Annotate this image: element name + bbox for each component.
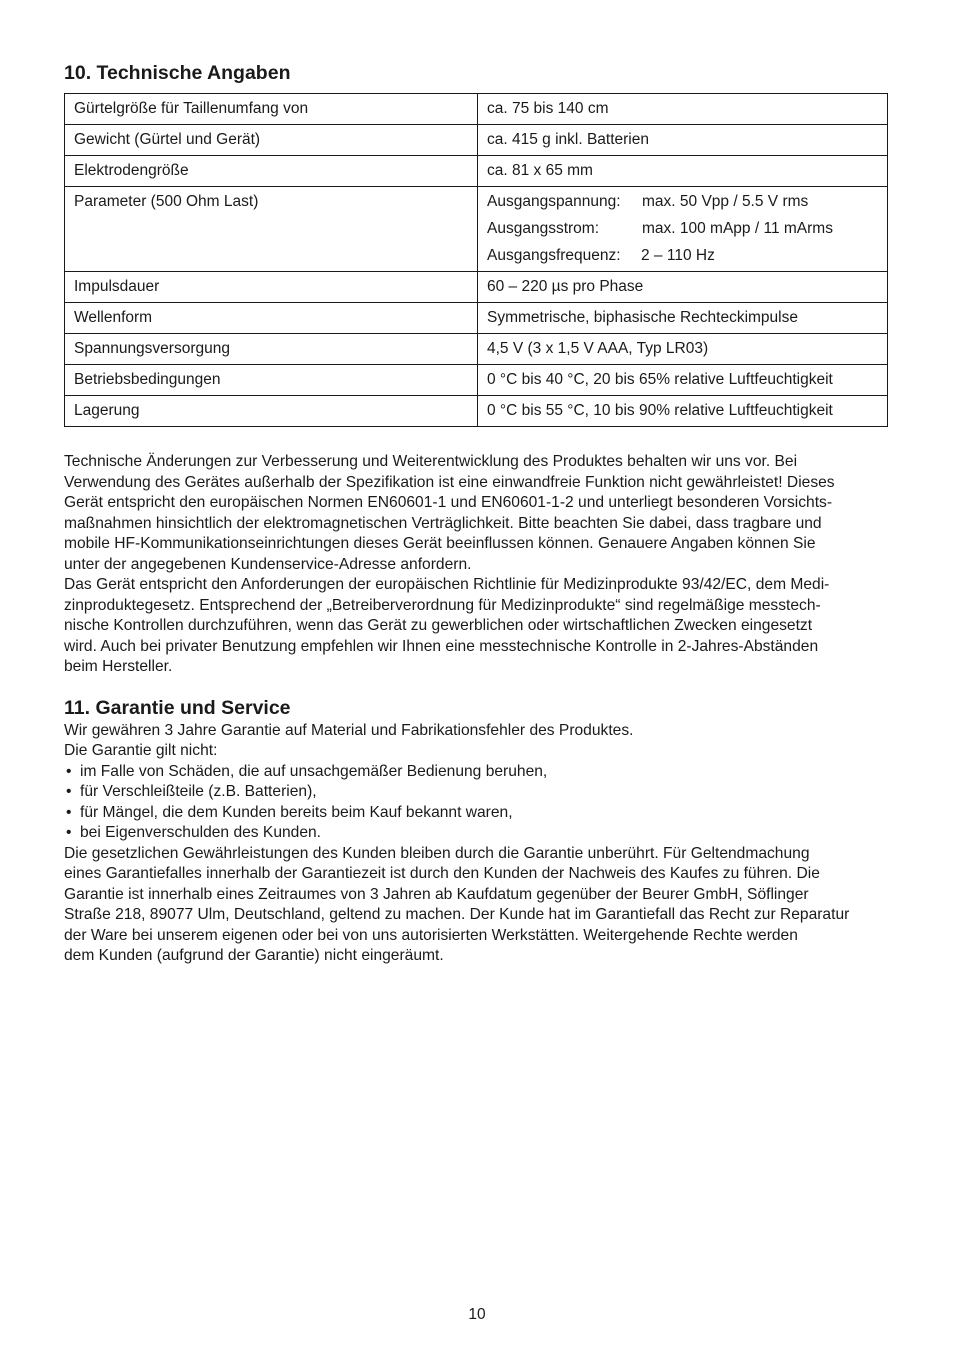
warranty-closing-line: Die gesetzlichen Gewährleistungen des Kunden bleiben durch die Garantie unberührt. Für Geltendmachung: [64, 844, 810, 862]
page-number: 10: [468, 1306, 486, 1323]
notes-line: maßnahmen hinsichtlich der elektromagnetischen Verträglichkeit. Bitte beachten Sie dabei, dass tragbare und: [64, 514, 822, 532]
table-row: [65, 94, 888, 125]
spec-label: Parameter (500 Ohm Last): [65, 187, 478, 272]
notes-line: Technische Änderungen zur Verbesserung und Weiterentwicklung des Produktes behalten wir uns vor. Bei: [64, 453, 798, 470]
warranty-exclusions-list: [64, 762, 888, 844]
list-item-text: für Verschleißteile (z.B. Batterien),: [80, 783, 317, 800]
notes-line: Das Gerät entspricht den Anforderungen der europäischen Richtlinie für Medizinprodukte 93/42/EC, dem Medi-: [64, 576, 830, 593]
spec-value: ca. 415 g inkl. Batterien: [478, 125, 888, 156]
parameter-key: Ausgangspannung:: [487, 193, 621, 210]
bullet-icon: •: [66, 824, 72, 841]
notes-line: beim Hersteller.: [64, 658, 173, 675]
bullet-icon: •: [66, 803, 72, 821]
parameter-line: [487, 188, 878, 215]
spec-value: 0 °C bis 55 °C, 10 bis 90% relative Luftfeuchtigkeit: [478, 396, 888, 427]
warranty-closing-line: der Ware bei unserem eigenen oder bei von uns autorisierten Werkstätten. Weitergehende Rechte werden: [64, 926, 798, 944]
technical-notes: [64, 452, 888, 678]
table-row: [65, 303, 888, 334]
warranty-intro-line: Die Garantie gilt nicht:: [64, 742, 218, 759]
spec-value: 4,5 V (3 x 1,5 V AAA, Typ LR03): [478, 334, 888, 365]
table-row: [65, 156, 888, 187]
spec-label: Spannungsversorgung: [65, 334, 478, 365]
notes-line: zinproduktegesetz. Entsprechend der „Betreiberverordnung für Medizinprodukte“ sind regelmäßige messtech-: [64, 596, 821, 614]
spec-label: Gewicht (Gürtel und Gerät): [65, 125, 478, 156]
bullet-icon: •: [66, 762, 72, 780]
notes-line: nische Kontrollen durchzuführen, wenn das Gerät zu gewerblichen oder wirtschaftlichen Zwecken eingesetzt: [64, 617, 813, 634]
list-item-text: für Mängel, die dem Kunden bereits beim Kauf bekannt waren,: [80, 803, 513, 821]
warranty-closing-line: Garantie ist innerhalb eines Zeitraumes von 3 Jahren ab Kaufdatum gegenüber der Beurer GmbH, Söflinger: [64, 885, 809, 903]
spec-value: 0 °C bis 40 °C, 20 bis 65% relative Luftfeuchtigkeit: [478, 365, 888, 396]
warranty-closing-line: eines Garantiefalles innerhalb der Garantiezeit ist durch den Kunden der Nachweis des Kaufes zu führen. Die: [64, 865, 820, 882]
warranty-section: [64, 695, 888, 967]
parameter-value: max. 100 mApp / 11 mArms: [642, 220, 833, 237]
list-item-text: im Falle von Schäden, die auf unsachgemäßer Bedienung beruhen,: [80, 762, 548, 780]
notes-line: unter der angegebenen Kundenservice-Adresse anfordern.: [64, 555, 472, 573]
table-row: [65, 272, 888, 303]
spec-value: ca. 81 x 65 mm: [478, 156, 888, 187]
spec-label: Wellenform: [65, 303, 478, 334]
list-item: [64, 782, 888, 803]
list-item: [64, 762, 888, 783]
parameter-key: Ausgangsfrequenz:: [487, 247, 621, 264]
parameter-key: Ausgangsstrom:: [487, 220, 599, 237]
list-item: [64, 823, 888, 844]
spec-value: 60 – 220 µs pro Phase: [478, 272, 888, 303]
table-row: [65, 334, 888, 365]
table-row: [65, 365, 888, 396]
parameter-line: [487, 215, 878, 242]
spec-value: Symmetrische, biphasische Rechteckimpulse: [478, 303, 888, 334]
notes-line: Verwendung des Gerätes außerhalb der Spezifikation ist eine einwandfreie Funktion nicht gewährleistet! Dieses: [64, 473, 835, 491]
spec-label: Elektrodengröße: [65, 156, 478, 187]
notes-line: Gerät entspricht den europäischen Normen EN60601-1 und EN60601-1-2 und unterliegt besonderen Vorsichts-: [64, 494, 833, 511]
spec-label: Betriebsbedingungen: [65, 365, 478, 396]
spec-value: ca. 75 bis 140 cm: [478, 94, 888, 125]
warranty-closing-line: dem Kunden (aufgrund der Garantie) nicht eingeräumt.: [64, 947, 444, 964]
table-row-parameter: [65, 187, 888, 272]
document-page: [64, 60, 888, 967]
bullet-icon: •: [66, 783, 72, 800]
list-item: [64, 803, 888, 824]
specs-table: [64, 93, 888, 427]
parameter-value: max. 50 Vpp / 5.5 V rms: [642, 193, 809, 210]
warranty-closing-line: Straße 218, 89077 Ulm, Deutschland, geltend zu machen. Der Kunde hat im Garantiefall das Recht zur Reparatur: [64, 906, 850, 923]
spec-label: Lagerung: [65, 396, 478, 427]
warranty-intro-line: Wir gewähren 3 Jahre Garantie auf Material und Fabrikationsfehler des Produktes.: [64, 721, 634, 739]
spec-label: Gürtelgröße für Taillenumfang von: [65, 94, 478, 125]
table-row: [65, 396, 888, 427]
parameter-value: 2 – 110 Hz: [641, 247, 715, 264]
notes-line: mobile HF-Kommunikationseinrichtungen dieses Gerät beeinflussen können. Genauere Angaben können Sie: [64, 535, 816, 552]
list-item-text: bei Eigenverschulden des Kunden.: [80, 824, 322, 841]
spec-label: Impulsdauer: [65, 272, 478, 303]
notes-line: wird. Auch bei privater Benutzung empfehlen wir Ihnen eine messtechnische Kontrolle in 2-Jahres-Abständen: [64, 637, 819, 655]
spec-value-parameter: [478, 187, 888, 272]
table-row: [65, 125, 888, 156]
section-11-title: 11. Garantie und Service: [64, 696, 291, 719]
section-10-title: 10. Technische Angaben: [64, 62, 291, 84]
parameter-line: [487, 242, 878, 269]
